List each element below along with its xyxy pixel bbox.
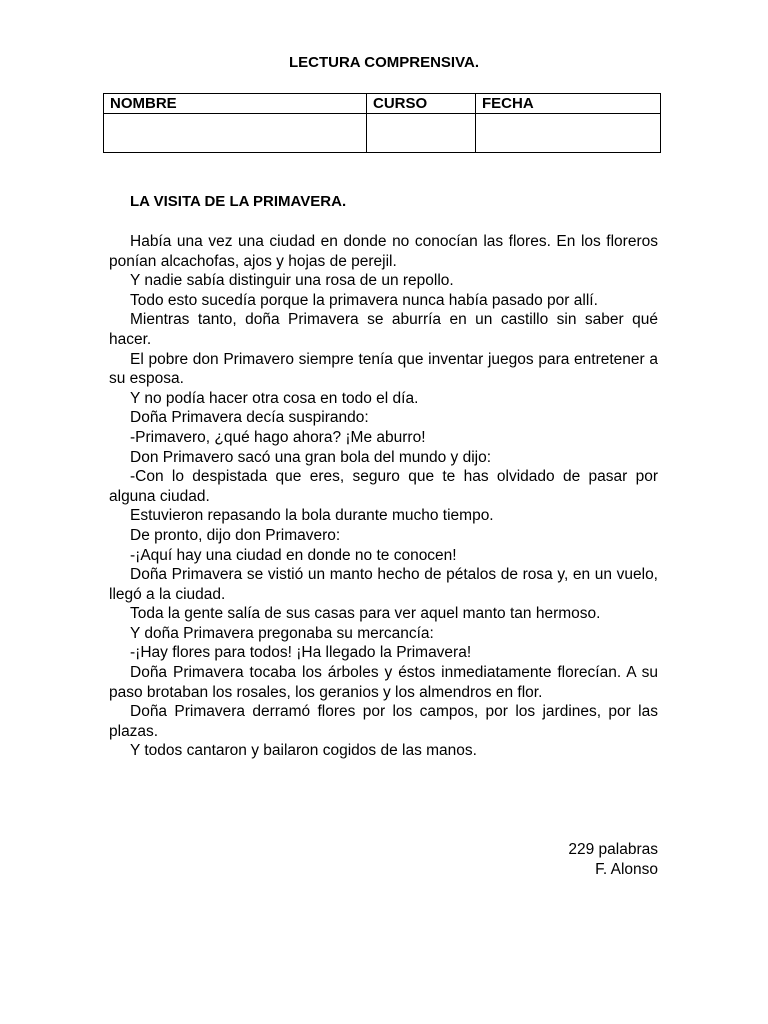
author-name: F. Alonso [595,860,658,878]
story-paragraph: -¡Hay flores para todos! ¡Ha llegado la Primavera! [130,644,472,662]
fecha-field[interactable] [476,114,661,153]
story-paragraph: De pronto, dijo don Primavero: [130,526,341,544]
story-paragraph: El pobre don Primavero siempre tenía que inventar juegos para entretener a su esposa. [109,350,658,388]
story-title: LA VISITA DE LA PRIMAVERA. [130,193,347,210]
story-footer [420,840,658,879]
story-paragraph: Doña Primavera tocaba los árboles y éstos inmediatamente florecían. A su paso brotaban los rosales, los geranios y los almendros en flor. [109,664,658,701]
word-count: 229 palabras [568,841,658,858]
header-curso: CURSO [367,94,476,114]
student-info-table [103,93,661,153]
story-body [109,232,658,761]
curso-field[interactable] [367,114,476,153]
table-header-row [104,94,661,114]
story-paragraph: Había una vez una ciudad en donde no conocían las flores. En los floreros ponían alcachofas, ajos y hojas de perejil. [109,233,658,270]
story-paragraph: Toda la gente salía de sus casas para ver aquel manto tan hermoso. [130,605,601,623]
story-paragraph: Y doña Primavera pregonaba su mercancía: [130,624,434,642]
story-paragraph: Doña Primavera decía suspirando: [130,409,369,427]
document-title: LECTURA COMPRENSIVA. [288,54,479,71]
story-paragraph: -Primavero, ¿qué hago ahora? ¡Me aburro! [130,428,426,446]
story-paragraph: Don Primavero sacó una gran bola del mundo y dijo: [130,448,492,466]
story-paragraph: Doña Primavera derramó flores por los campos, por los jardines, por las plazas. [109,703,658,740]
story-paragraph: Doña Primavera se vistió un manto hecho de pétalos de rosa y, en un vuelo, llegó a la ciudad. [109,566,658,603]
story-paragraph: Y nadie sabía distinguir una rosa de un repollo. [130,272,454,290]
story-paragraph: Y todos cantaron y bailaron cogidos de las manos. [130,742,477,760]
story-paragraph: -¡Aquí hay una ciudad en donde no te conocen! [130,546,457,564]
header-nombre: NOMBRE [104,94,367,114]
story-paragraph: -Con lo despistada que eres, seguro que te has olvidado de pasar por alguna ciudad. [109,468,658,505]
story-paragraph: Estuvieron repasando la bola durante mucho tiempo. [130,507,494,525]
table-row [104,114,661,153]
story-paragraph: Y no podía hacer otra cosa en todo el día. [130,389,419,407]
story-paragraph: Todo esto sucedía porque la primavera nunca había pasado por allí. [130,291,598,309]
header-fecha: FECHA [476,94,661,114]
story-paragraph: Mientras tanto, doña Primavera se aburría en un castillo sin saber qué hacer. [109,311,658,348]
nombre-field[interactable] [104,114,367,153]
